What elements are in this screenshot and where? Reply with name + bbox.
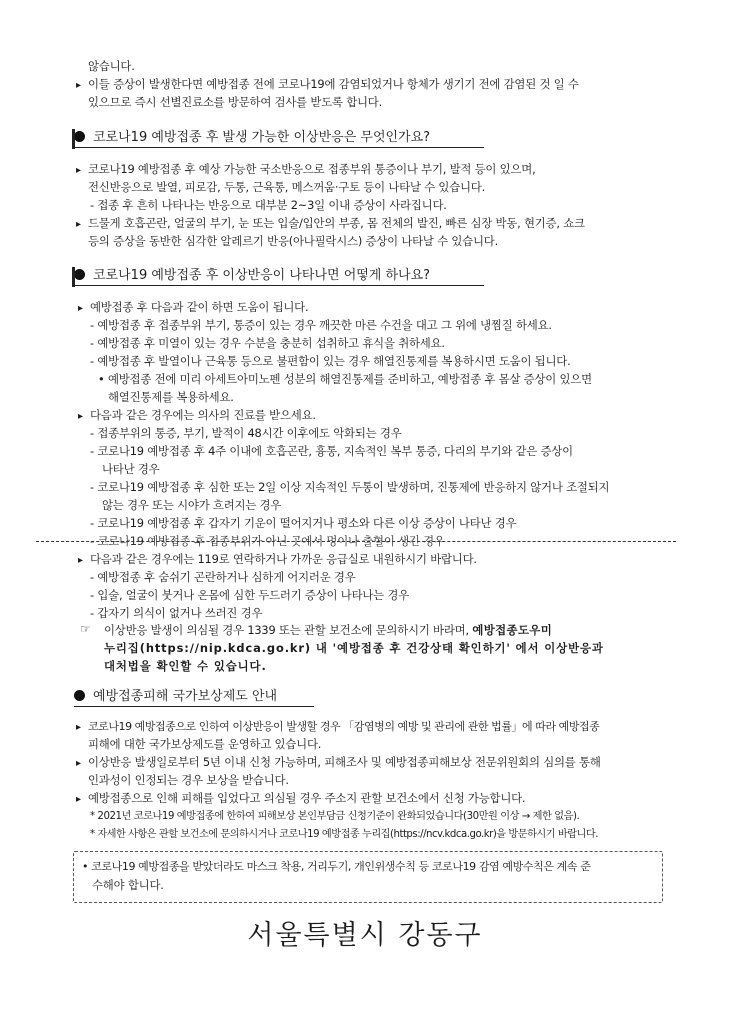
notice-line-2: 누리집(https://nip.kdca.go.kr) 내 '예방접종 후 건강상태 확인하기' 에서 이상반응과 xyxy=(104,641,604,655)
s2-line-7: ▸ 다음과 같은 경우에는 의사의 진료를 받으세요. xyxy=(78,407,316,425)
s2-line-15: ▸ 다음과 같은 경우에는 119로 연락하거나 가까운 응급실로 내원하시기 바랍니다. xyxy=(78,551,477,569)
note-line-2: 수해야 합니다. xyxy=(92,878,164,892)
section1-heading xyxy=(74,128,484,148)
s1-line-1: ▸ 코로나19 예방접종 후 예상 가능한 국소반응으로 접종부위 통증이나 부기, 발적 등이 있으며, xyxy=(76,161,536,179)
s2-line-14: - 코로나19 예방접종 후 접종부위가 아닌 곳에서 멍이나 출혈이 생긴 경우 xyxy=(90,534,445,548)
s2-line-18: - 갑자기 의식이 없거나 쓰러진 경우 xyxy=(90,606,263,620)
s2-line-2: - 예방접종 후 접종부위 부기, 통증이 있는 경우 깨끗한 마른 수건을 대고 그 위에 냉찜질 하세요. xyxy=(90,318,552,332)
heading-underline xyxy=(74,285,484,286)
s2-line-17: - 입술, 얼굴이 붓거나 온몸에 심한 두드러기 증상이 나타나는 경우 xyxy=(90,588,410,602)
s3-line-1: ▸ 코로나19 예방접종으로 인하여 이상반응이 발생할 경우 「감염병의 예방 및 관리에 관한 법률」에 따라 예방접종 xyxy=(76,718,599,736)
bullet-dot-icon xyxy=(74,131,85,142)
s2-line-16: - 예방접종 후 숨쉬기 곤란하거나 심하게 어지러운 경우 xyxy=(90,570,356,584)
s2-line-1: ▸ 예방접종 후 다음과 같이 하면 도움이 됩니다. xyxy=(78,299,308,317)
notice-line-3: 대처법을 확인할 수 있습니다. xyxy=(104,659,267,673)
top-line-1: 않습니다. xyxy=(88,59,135,73)
heading-bar xyxy=(72,129,75,149)
s3-line-3: ▸ 이상반응 발생일로부터 5년 이내 신청 가능하며, 피해조사 및 예방접종피해보상 전문위원회의 심의를 통해 xyxy=(76,754,601,772)
heading-underline xyxy=(74,706,314,707)
s1-line-2: 전신반응으로 발열, 피로감, 두통, 근육통, 메스꺼움·구토 등이 나타날 수 있습니다. xyxy=(88,180,486,194)
notice-line-1-bold: 예방접종도우미 xyxy=(472,623,553,637)
issuer-title: 서울특별시 강동구 xyxy=(247,920,483,951)
top-line-2: ▸ 이들 증상이 발생한다면 예방접종 전에 코로나19에 감염되었거나 항체가 생기기 전에 감염된 것 일 수 xyxy=(76,76,579,94)
heading-bar xyxy=(72,267,75,287)
s2-line-11: - 코로나19 예방접종 후 심한 또는 2일 이상 지속적인 두통이 발생하며, 진통제에 반응하지 않거나 조절되지 xyxy=(90,480,610,494)
section3-heading-text: 예방접종피해 국가보상제도 안내 xyxy=(93,689,278,704)
s2-line-6: 해열진통제를 복용하세요. xyxy=(108,390,234,404)
heading-underline xyxy=(74,147,484,148)
s3-line-5: ▸ 예방접종으로 인해 피해를 입었다고 의심될 경우 주소지 관할 보건소에서 신청 가능합니다. xyxy=(76,790,525,808)
s2-line-8: - 접종부위의 통증, 부기, 발적이 48시간 이후에도 악화되는 경우 xyxy=(90,426,402,440)
s2-line-4: - 예방접종 후 발열이나 근육통 등으로 불편함이 있는 경우 해열진통제를 복용하시면 도움이 됩니다. xyxy=(90,354,571,368)
s2-line-13: - 코로나19 예방접종 후 갑자기 기운이 떨어지거나 평소와 다른 이상 증상이 나타난 경우 xyxy=(90,516,517,530)
top-line-3: 있으므로 즉시 선별진료소를 방문하여 검사를 받도록 합니다. xyxy=(88,95,383,109)
s1-line-5: 등의 증상을 동반한 심각한 알레르기 반응(아나필락시스) 증상이 나타날 수 있습니다. xyxy=(88,234,499,248)
bullet-dot-icon xyxy=(74,269,85,280)
section1-heading-text: 코로나19 예방접종 후 발생 가능한 이상반응은 무엇인가요? xyxy=(93,130,431,145)
s1-line-4: ▸ 드물게 호흡곤란, 얼굴의 부기, 눈 또는 입술/입안의 부종, 몸 전체의 발진, 빠른 심장 박동, 현기증, 쇼크 xyxy=(76,215,585,233)
s3-line-6: * 2021년 코로나19 예방접종에 한하여 피해보상 본인부담금 신청기준이 완화되었습니다(30만원 이상 → 제한 없음). xyxy=(90,811,580,822)
bullet-dot-icon xyxy=(74,690,85,701)
s1-line-3: - 접종 후 흔히 나타나는 반응으로 대부분 2~3일 이내 증상이 사라집니다. xyxy=(90,198,447,212)
note-line-1: • 코로나19 예방접종을 받았더라도 마스크 착용, 거리두기, 개인위생수칙 등 코로나19 감염 예방수칙은 계속 준 xyxy=(82,860,591,873)
s2-line-3: - 예방접종 후 미열이 있는 경우 수분을 충분히 섭취하고 휴식을 취하세요. xyxy=(90,336,445,350)
section3-heading xyxy=(74,687,314,707)
notice-line-1 xyxy=(104,622,552,639)
s3-line-2: 피해에 대한 국가보상제도를 운영하고 있습니다. xyxy=(88,737,322,751)
notice-line-1-text: 이상반응 발생이 의심될 경우 1339 또는 관할 보건소에 문의하시기 바라며, xyxy=(104,623,469,637)
pointing-hand-icon: ☞ xyxy=(80,622,91,636)
scan-artifact-line xyxy=(36,541,676,542)
s2-line-12: 않는 경우 또는 시야가 흐려지는 경우 xyxy=(102,498,282,512)
s2-line-9: - 코로나19 예방접종 후 4주 이내에 호흡곤란, 흉통, 지속적인 복부 통증, 다리의 부기와 같은 증상이 xyxy=(90,444,573,458)
s2-line-10: 나타난 경우 xyxy=(102,462,160,476)
s3-line-7: * 자세한 사항은 관할 보건소에 문의하시거나 코로나19 예방접종 누리집(https://ncv.kdca.go.kr)을 방문하시기 바랍니다. xyxy=(90,829,598,840)
section2-heading xyxy=(74,266,484,286)
section2-heading-text: 코로나19 예방접종 후 이상반응이 나타나면 어떻게 하나요? xyxy=(93,268,431,283)
s3-line-4: 인과성이 인정되는 경우 보상을 받습니다. xyxy=(88,773,289,787)
s2-line-5: • 예방접종 전에 미리 아세트아미노펜 성분의 해열진통제를 준비하고, 예방접종 후 몸살 증상이 있으면 xyxy=(98,372,592,386)
